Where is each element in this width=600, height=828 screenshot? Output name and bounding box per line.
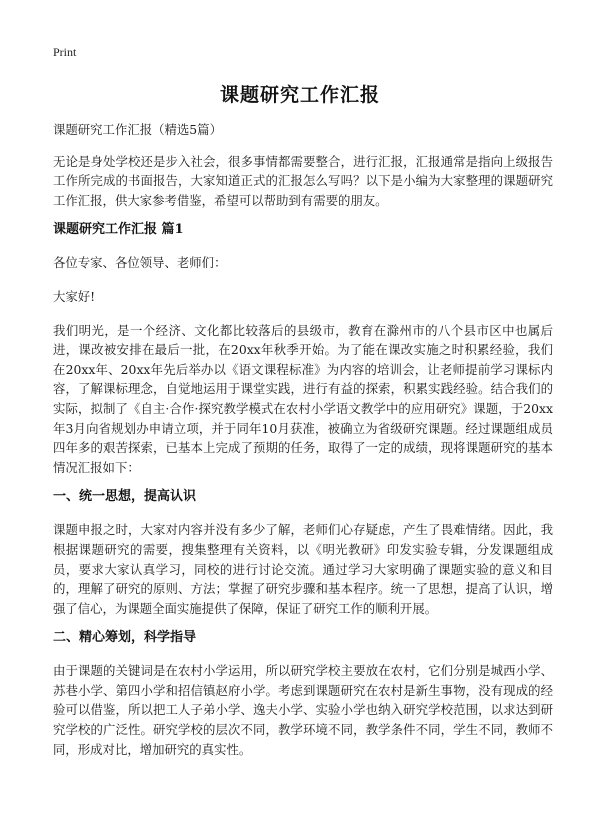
body-paragraph: 我们明光，是一个经济、文化都比较落后的县级市，教育在滁州市的八个县市区中也属后进，课改被安排在最后一批，在20xx年秋季开始。为了能在课改实施之时积累经验，我们在20xx年、20xx年先后举办以《语文课程标准》为内容的培训会，让老师提前学习课标内容，了解课标理念，自觉地运用于课堂实践，进行有益的探索，积累实践经验。结合我们的实际，拟制了《自主·合作·探究教学模式在农村小学语文教学中的应用研究》课题，于20xx年3月向省规划办申请立项，并于同年10月获准，被确立为省级研究课题。经过课题组成员四年多的艰苦探索，已基本上完成了预期的任务，取得了一定的成绩，现将课题研究的基本情况汇报如下： [53, 322, 553, 475]
body-paragraph: 课题申报之时，大家对内容并没有多少了解，老师们心存疑虑，产生了畏难情绪。因此，我根据课题研究的需要，搜集整理有关资料，以《明光教研》印发实验专辑，分发课题组成员，要求大家认真学习，同校的进行讨论交流。通过学习大家明确了课题实验的意义和目的，理解了研究的原则、方法；掌握了研究步骤和基本程序。统一了思想，提高了认识，增强了信心，为课题全面实施提供了保障，保证了研究工作的顺利开展。 [53, 522, 553, 616]
print-link[interactable]: Print [53, 45, 77, 59]
page-title: 课题研究工作汇报 [219, 84, 380, 106]
intro-paragraph: 无论是身处学校还是步入社会，很多事情都需要整合，进行汇报，汇报通常是指向上级报告工作所完成的书面报告，大家知道正式的汇报怎么写吗？以下是小编为大家整理的课题研究工作汇报，供大家参考借鉴，希望可以帮助到有需要的朋友。 [53, 153, 553, 208]
greeting-line: 大家好! [53, 288, 96, 304]
subsection-heading: 二、精心筹划，科学指导 [53, 630, 197, 646]
subsection-heading: 一、统一思想，提高认识 [53, 489, 197, 505]
section-heading: 课题研究工作汇报 篇1 [53, 222, 184, 238]
document-body [53, 120, 553, 769]
body-paragraph: 由于课题的关键词是在农村小学运用，所以研究学校主要放在农村，它们分别是城西小学、苏巷小学、第四小学和招信镇赵府小学。考虑到课题研究在农村是新生事物，没有现成的经验可以借鉴，所以把工人子弟小学、逸夫小学、实验小学也纳入研究学校范围，以求达到研究学校的广泛性。研究学校的层次不同，教学环境不同，教学条件不同，学生不同，教师不同，形成对比，增加研究的真实性。 [53, 663, 553, 757]
document-subtitle: 课题研究工作汇报（精选5篇） [53, 122, 222, 137]
greeting-line: 各位专家、各位领导、老师们： [53, 255, 227, 271]
